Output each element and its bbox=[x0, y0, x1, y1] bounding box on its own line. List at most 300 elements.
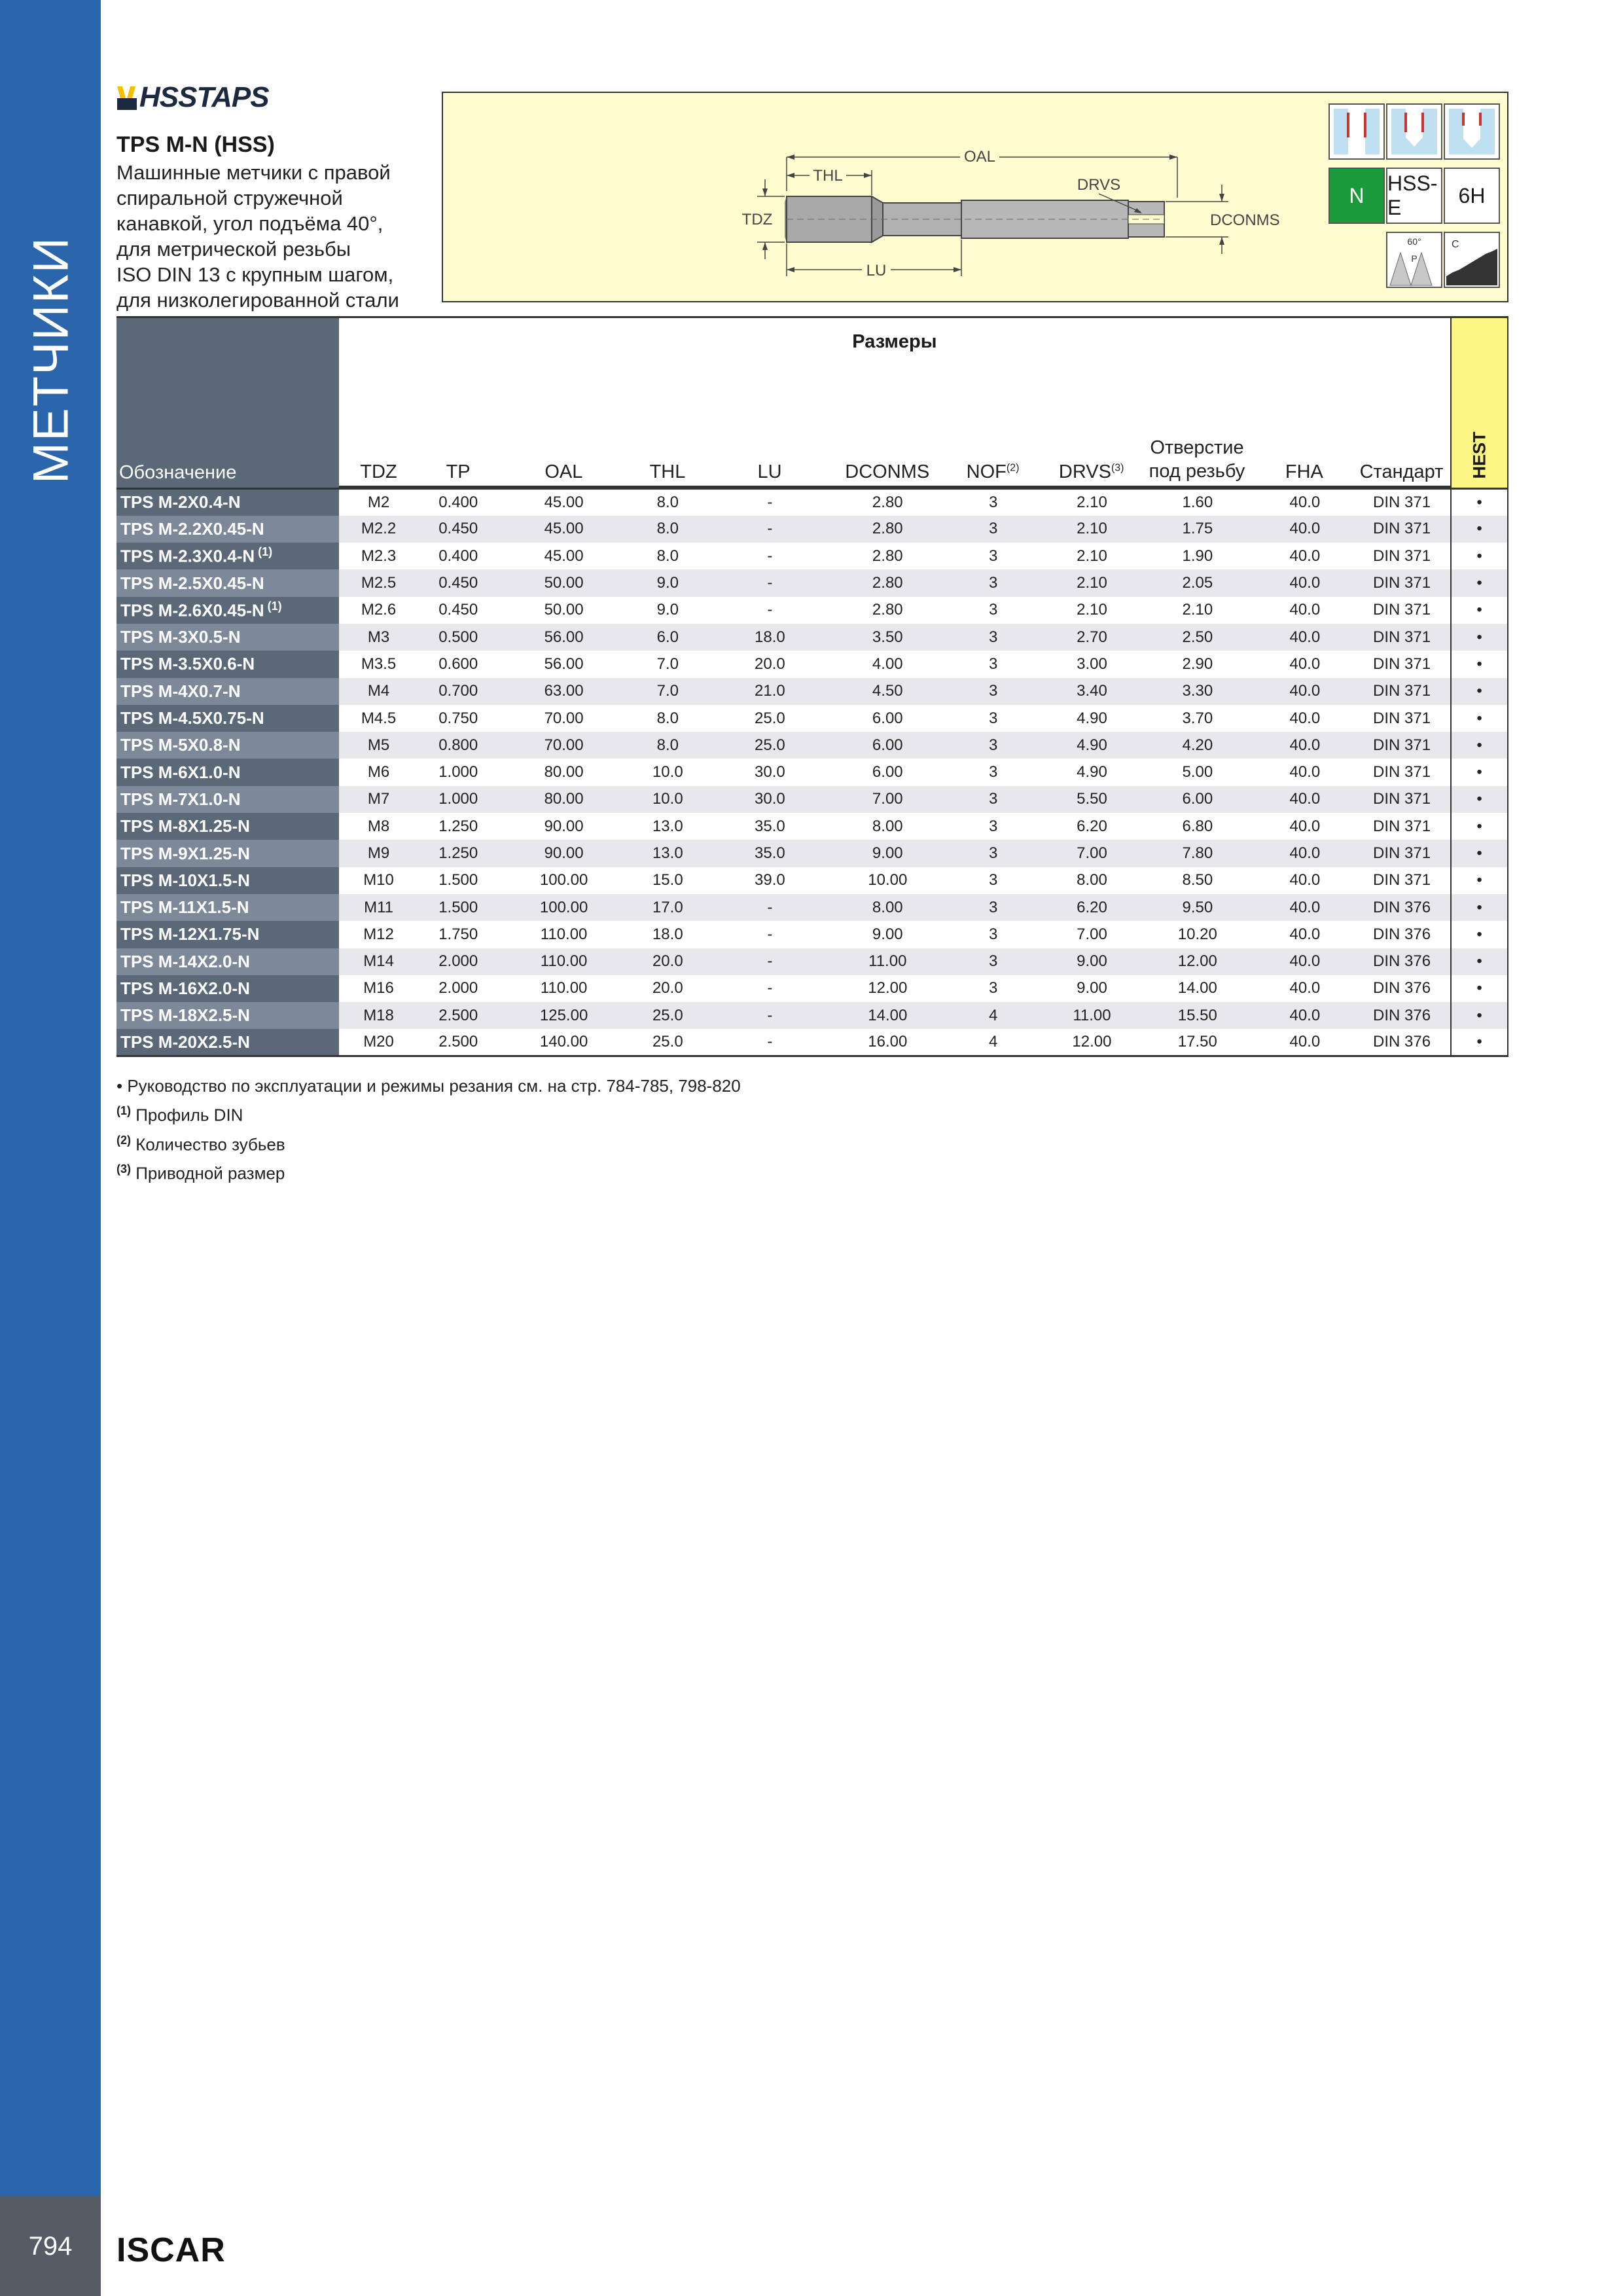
cell-thl: 13.0 bbox=[630, 840, 705, 867]
cell-dconms: 8.00 bbox=[834, 813, 941, 840]
cell-fha: 40.0 bbox=[1257, 732, 1353, 759]
cell-fha: 40.0 bbox=[1257, 651, 1353, 677]
cell-nof: 3 bbox=[941, 894, 1045, 921]
cell-fha: 40.0 bbox=[1257, 705, 1353, 732]
cell-drvs: 5.50 bbox=[1045, 786, 1139, 813]
row-designation: TPS M-3.5X0.6-N bbox=[116, 651, 339, 677]
cell-tdz: M10 bbox=[339, 867, 419, 894]
cell-drvs: 3.00 bbox=[1045, 651, 1139, 677]
col-hest: HEST bbox=[1451, 317, 1508, 489]
cell-nof: 3 bbox=[941, 786, 1045, 813]
cell-hest: • bbox=[1451, 732, 1508, 759]
cell-fha: 40.0 bbox=[1257, 489, 1353, 516]
col-tp: TP bbox=[418, 436, 498, 487]
cell-tdz: M2.2 bbox=[339, 516, 419, 543]
logo-text: HSSTAPS bbox=[139, 81, 269, 113]
cell-thl: 13.0 bbox=[630, 813, 705, 840]
cell-nof: 3 bbox=[941, 651, 1045, 677]
cell-nof: 3 bbox=[941, 678, 1045, 705]
cell-tp: 0.800 bbox=[418, 732, 498, 759]
cell-hole: 17.50 bbox=[1139, 1029, 1257, 1056]
cell-tp: 0.500 bbox=[418, 624, 498, 651]
cell-hest: • bbox=[1451, 948, 1508, 975]
cell-fha: 40.0 bbox=[1257, 759, 1353, 785]
col-oal: OAL bbox=[498, 436, 630, 487]
logo-mark-icon bbox=[116, 81, 142, 118]
cell-dconms: 14.00 bbox=[834, 1002, 941, 1029]
cell-thl: 7.0 bbox=[630, 678, 705, 705]
cell-nof: 3 bbox=[941, 732, 1045, 759]
cell-hest: • bbox=[1451, 1002, 1508, 1029]
cell-hole: 9.50 bbox=[1139, 894, 1257, 921]
cell-tdz: M2.5 bbox=[339, 569, 419, 596]
cell-lu: - bbox=[706, 921, 834, 948]
cell-tdz: M16 bbox=[339, 975, 419, 1002]
cell-hole: 7.80 bbox=[1139, 840, 1257, 867]
cell-drvs: 11.00 bbox=[1045, 1002, 1139, 1029]
cell-thl: 6.0 bbox=[630, 624, 705, 651]
cell-tp: 0.450 bbox=[418, 597, 498, 624]
cell-dconms: 2.80 bbox=[834, 543, 941, 569]
cell-std: DIN 376 bbox=[1353, 894, 1451, 921]
oal-label: OAL bbox=[963, 148, 996, 166]
col-drvs: DRVS$^{(3)}$ bbox=[1044, 436, 1138, 487]
table-row bbox=[116, 597, 1508, 624]
cell-tdz: M4.5 bbox=[339, 705, 419, 732]
cell-tdz: M5 bbox=[339, 732, 419, 759]
cell-fha: 40.0 bbox=[1257, 624, 1353, 651]
cell-thl: 15.0 bbox=[630, 867, 705, 894]
cell-nof: 3 bbox=[941, 975, 1045, 1002]
cell-dconms: 2.80 bbox=[834, 516, 941, 543]
cell-hole: 2.50 bbox=[1139, 624, 1257, 651]
cell-dconms: 6.00 bbox=[834, 732, 941, 759]
cell-dconms: 7.00 bbox=[834, 786, 941, 813]
col-thl: THL bbox=[630, 436, 705, 487]
dimensions-group-header bbox=[339, 317, 1451, 489]
cell-drvs: 2.10 bbox=[1045, 489, 1139, 516]
cell-hole: 2.10 bbox=[1139, 597, 1257, 624]
row-designation: TPS M-3X0.5-N bbox=[116, 624, 339, 651]
col-standard: Стандарт bbox=[1353, 436, 1450, 487]
cell-std: DIN 371 bbox=[1353, 597, 1451, 624]
cell-lu: 35.0 bbox=[706, 813, 834, 840]
cell-oal: 70.00 bbox=[498, 705, 630, 732]
cell-oal: 45.00 bbox=[498, 543, 630, 569]
table-row bbox=[116, 624, 1508, 651]
cell-hole: 1.90 bbox=[1139, 543, 1257, 569]
cell-std: DIN 376 bbox=[1353, 1002, 1451, 1029]
cell-drvs: 2.10 bbox=[1045, 569, 1139, 596]
cell-hole: 1.75 bbox=[1139, 516, 1257, 543]
cell-lu: 25.0 bbox=[706, 732, 834, 759]
cell-lu: - bbox=[706, 516, 834, 543]
cell-lu: - bbox=[706, 597, 834, 624]
cell-nof: 3 bbox=[941, 705, 1045, 732]
cell-tdz: M11 bbox=[339, 894, 419, 921]
cell-lu: 30.0 bbox=[706, 759, 834, 785]
table-row bbox=[116, 840, 1508, 867]
cell-tdz: M7 bbox=[339, 786, 419, 813]
cell-hest: • bbox=[1451, 597, 1508, 624]
cell-fha: 40.0 bbox=[1257, 948, 1353, 975]
row-designation: TPS M-14X2.0-N bbox=[116, 948, 339, 975]
cell-hest: • bbox=[1451, 516, 1508, 543]
cell-dconms: 6.00 bbox=[834, 759, 941, 785]
cell-tp: 1.500 bbox=[418, 894, 498, 921]
cell-std: DIN 371 bbox=[1353, 624, 1451, 651]
cell-drvs: 7.00 bbox=[1045, 840, 1139, 867]
cell-thl: 25.0 bbox=[630, 1029, 705, 1056]
cell-thl: 18.0 bbox=[630, 921, 705, 948]
cell-std: DIN 371 bbox=[1353, 813, 1451, 840]
cell-lu: 18.0 bbox=[706, 624, 834, 651]
footnote-1: $^{(1)}$ Профиль DIN bbox=[116, 1104, 243, 1125]
brand-footer: ISCAR bbox=[116, 2231, 226, 2269]
cell-nof: 3 bbox=[941, 921, 1045, 948]
cell-oal: 45.00 bbox=[498, 489, 630, 516]
cell-hest: • bbox=[1451, 489, 1508, 516]
cell-thl: 8.0 bbox=[630, 732, 705, 759]
col-hole-size: Отверстие под резьбу bbox=[1138, 436, 1256, 487]
material-group-badge: N bbox=[1329, 168, 1385, 224]
drvs-label: DRVS bbox=[1077, 176, 1121, 194]
cell-thl: 25.0 bbox=[630, 1002, 705, 1029]
cell-nof: 3 bbox=[941, 569, 1045, 596]
cell-drvs: 12.00 bbox=[1045, 1029, 1139, 1056]
cell-hole: 15.50 bbox=[1139, 1002, 1257, 1029]
section-sidebar bbox=[0, 0, 101, 2296]
cell-oal: 110.00 bbox=[498, 921, 630, 948]
table-row bbox=[116, 975, 1508, 1002]
cell-tdz: M20 bbox=[339, 1029, 419, 1056]
footnote-3: $^{(3)}$ Приводной размер bbox=[116, 1162, 285, 1183]
cell-drvs: 4.90 bbox=[1045, 732, 1139, 759]
cell-hole: 4.20 bbox=[1139, 732, 1257, 759]
cell-hole: 3.30 bbox=[1139, 678, 1257, 705]
cell-lu: - bbox=[706, 543, 834, 569]
cell-nof: 3 bbox=[941, 759, 1045, 785]
cell-std: DIN 371 bbox=[1353, 759, 1451, 785]
blind-hole-icon bbox=[1386, 103, 1442, 160]
table-row bbox=[116, 894, 1508, 921]
cell-dconms: 8.00 bbox=[834, 894, 941, 921]
cell-tdz: M3 bbox=[339, 624, 419, 651]
cell-fha: 40.0 bbox=[1257, 867, 1353, 894]
cell-std: DIN 371 bbox=[1353, 732, 1451, 759]
cell-fha: 40.0 bbox=[1257, 975, 1353, 1002]
cell-tp: 0.600 bbox=[418, 651, 498, 677]
cell-hest: • bbox=[1451, 813, 1508, 840]
col-designation: Обозначение bbox=[116, 317, 339, 489]
page-number: 794 bbox=[28, 2232, 73, 2261]
cell-std: DIN 371 bbox=[1353, 786, 1451, 813]
cell-tp: 0.400 bbox=[418, 489, 498, 516]
cell-oal: 100.00 bbox=[498, 867, 630, 894]
cell-hest: • bbox=[1451, 678, 1508, 705]
cell-dconms: 11.00 bbox=[834, 948, 941, 975]
table-row bbox=[116, 732, 1508, 759]
cell-tp: 0.750 bbox=[418, 705, 498, 732]
dimensions-title: Размеры bbox=[852, 331, 937, 352]
col-lu: LU bbox=[705, 436, 834, 487]
dconms-label: DCONMS bbox=[1210, 211, 1280, 229]
hss-taps-logo bbox=[116, 81, 299, 118]
cell-tdz: M6 bbox=[339, 759, 419, 785]
cell-hest: • bbox=[1451, 705, 1508, 732]
cell-thl: 20.0 bbox=[630, 975, 705, 1002]
col-dconms: DCONMS bbox=[834, 436, 941, 487]
cell-hest: • bbox=[1451, 894, 1508, 921]
cell-std: DIN 371 bbox=[1353, 516, 1451, 543]
cell-dconms: 9.00 bbox=[834, 921, 941, 948]
cell-hest: • bbox=[1451, 786, 1508, 813]
cell-hole: 2.05 bbox=[1139, 569, 1257, 596]
row-designation: TPS M-18X2.5-N bbox=[116, 1002, 339, 1029]
cell-hest: • bbox=[1451, 921, 1508, 948]
cell-nof: 3 bbox=[941, 516, 1045, 543]
cell-std: DIN 376 bbox=[1353, 1029, 1451, 1056]
cell-oal: 80.00 bbox=[498, 786, 630, 813]
product-description: Машинные метчики с правой спиральной стружечной канавкой, угол подъёма 40°, для метрической резьбы ISO DIN 13 с крупным шагом, для низколегированной стали bbox=[116, 161, 399, 312]
cell-oal: 50.00 bbox=[498, 597, 630, 624]
cell-nof: 3 bbox=[941, 840, 1045, 867]
cell-oal: 140.00 bbox=[498, 1029, 630, 1056]
cell-std: DIN 371 bbox=[1353, 543, 1451, 569]
chamfer-form-icon bbox=[1444, 232, 1500, 288]
cell-std: DIN 376 bbox=[1353, 948, 1451, 975]
cell-drvs: 2.10 bbox=[1045, 597, 1139, 624]
cell-dconms: 12.00 bbox=[834, 975, 941, 1002]
cell-tp: 0.450 bbox=[418, 516, 498, 543]
cell-std: DIN 371 bbox=[1353, 489, 1451, 516]
cell-oal: 90.00 bbox=[498, 813, 630, 840]
cell-tdz: M18 bbox=[339, 1002, 419, 1029]
cell-hole: 5.00 bbox=[1139, 759, 1257, 785]
cell-oal: 45.00 bbox=[498, 516, 630, 543]
table-row bbox=[116, 1029, 1508, 1056]
cell-oal: 50.00 bbox=[498, 569, 630, 596]
cell-oal: 56.00 bbox=[498, 651, 630, 677]
cell-tp: 1.500 bbox=[418, 867, 498, 894]
cell-thl: 10.0 bbox=[630, 786, 705, 813]
cell-drvs: 4.90 bbox=[1045, 759, 1139, 785]
product-table bbox=[116, 316, 1508, 1057]
table-row bbox=[116, 786, 1508, 813]
cell-fha: 40.0 bbox=[1257, 1029, 1353, 1056]
cell-std: DIN 371 bbox=[1353, 840, 1451, 867]
cell-hest: • bbox=[1451, 569, 1508, 596]
cell-thl: 7.0 bbox=[630, 651, 705, 677]
cell-lu: - bbox=[706, 894, 834, 921]
cell-oal: 80.00 bbox=[498, 759, 630, 785]
cell-lu: - bbox=[706, 1029, 834, 1056]
cell-tp: 0.400 bbox=[418, 543, 498, 569]
cell-lu: - bbox=[706, 975, 834, 1002]
through-hole-icon bbox=[1329, 103, 1385, 160]
cell-oal: 110.00 bbox=[498, 948, 630, 975]
cell-hole: 8.50 bbox=[1139, 867, 1257, 894]
cell-thl: 10.0 bbox=[630, 759, 705, 785]
cell-oal: 90.00 bbox=[498, 840, 630, 867]
table-row bbox=[116, 867, 1508, 894]
tool-material-badge: HSS-E bbox=[1386, 168, 1442, 224]
table-row bbox=[116, 651, 1508, 677]
cell-lu: - bbox=[706, 569, 834, 596]
cell-nof: 3 bbox=[941, 543, 1045, 569]
cell-oal: 70.00 bbox=[498, 732, 630, 759]
cell-tdz: M9 bbox=[339, 840, 419, 867]
row-designation: TPS M-2X0.4-N bbox=[116, 489, 339, 516]
table-row bbox=[116, 813, 1508, 840]
row-designation: TPS M-2.6X0.45-N $^{(1)}$ bbox=[116, 597, 339, 624]
footnote-guide: • Руководство по эксплуатации и режимы резания см. на стр. 784-785, 798-820 bbox=[116, 1076, 741, 1096]
cell-thl: 8.0 bbox=[630, 489, 705, 516]
cell-drvs: 9.00 bbox=[1045, 948, 1139, 975]
row-designation: TPS M-12X1.75-N bbox=[116, 921, 339, 948]
cell-hole: 2.90 bbox=[1139, 651, 1257, 677]
cell-drvs: 7.00 bbox=[1045, 921, 1139, 948]
cell-tp: 0.700 bbox=[418, 678, 498, 705]
cell-fha: 40.0 bbox=[1257, 813, 1353, 840]
cell-lu: 20.0 bbox=[706, 651, 834, 677]
tap-shape-icon bbox=[785, 196, 1164, 242]
table-body bbox=[116, 489, 1508, 1056]
cell-nof: 4 bbox=[941, 1002, 1045, 1029]
cell-dconms: 4.00 bbox=[834, 651, 941, 677]
cell-fha: 40.0 bbox=[1257, 597, 1353, 624]
table-row bbox=[116, 705, 1508, 732]
table-row bbox=[116, 948, 1508, 975]
section-title: МЕТЧИКИ bbox=[23, 236, 79, 484]
cell-fha: 40.0 bbox=[1257, 569, 1353, 596]
cell-hest: • bbox=[1451, 975, 1508, 1002]
cell-nof: 3 bbox=[941, 624, 1045, 651]
cell-drvs: 9.00 bbox=[1045, 975, 1139, 1002]
row-designation: TPS M-10X1.5-N bbox=[116, 867, 339, 894]
cell-fha: 40.0 bbox=[1257, 840, 1353, 867]
cell-lu: 39.0 bbox=[706, 867, 834, 894]
cell-dconms: 9.00 bbox=[834, 840, 941, 867]
cell-hest: • bbox=[1451, 651, 1508, 677]
table-row bbox=[116, 543, 1508, 569]
cell-std: DIN 376 bbox=[1353, 975, 1451, 1002]
thl-label: THL bbox=[813, 167, 843, 185]
cell-tp: 1.250 bbox=[418, 840, 498, 867]
table-row bbox=[116, 921, 1508, 948]
cell-tdz: M2 bbox=[339, 489, 419, 516]
cell-fha: 40.0 bbox=[1257, 921, 1353, 948]
row-designation: TPS M-2.2X0.45-N bbox=[116, 516, 339, 543]
cell-drvs: 4.90 bbox=[1045, 705, 1139, 732]
col-fha: FHA bbox=[1256, 436, 1353, 487]
cell-tdz: M2.6 bbox=[339, 597, 419, 624]
cell-fha: 40.0 bbox=[1257, 1002, 1353, 1029]
cell-tdz: M4 bbox=[339, 678, 419, 705]
cell-std: DIN 376 bbox=[1353, 921, 1451, 948]
cell-tp: 0.450 bbox=[418, 569, 498, 596]
cell-thl: 9.0 bbox=[630, 569, 705, 596]
cell-drvs: 6.20 bbox=[1045, 894, 1139, 921]
cell-dconms: 16.00 bbox=[834, 1029, 941, 1056]
tolerance-badge: 6H bbox=[1444, 168, 1500, 224]
cell-dconms: 10.00 bbox=[834, 867, 941, 894]
cell-drvs: 3.40 bbox=[1045, 678, 1139, 705]
cell-drvs: 2.10 bbox=[1045, 543, 1139, 569]
cell-thl: 20.0 bbox=[630, 948, 705, 975]
cell-hole: 12.00 bbox=[1139, 948, 1257, 975]
table-row bbox=[116, 569, 1508, 596]
cell-hole: 6.80 bbox=[1139, 813, 1257, 840]
row-designation: TPS M-11X1.5-N bbox=[116, 894, 339, 921]
table-row bbox=[116, 759, 1508, 785]
cell-thl: 8.0 bbox=[630, 543, 705, 569]
cell-nof: 4 bbox=[941, 1029, 1045, 1056]
cell-tp: 1.000 bbox=[418, 786, 498, 813]
footnote-2: $^{(2)}$ Количество зубьев bbox=[116, 1133, 285, 1155]
cell-dconms: 2.80 bbox=[834, 489, 941, 516]
cell-hole: 1.60 bbox=[1139, 489, 1257, 516]
cell-hest: • bbox=[1451, 1029, 1508, 1056]
cell-dconms: 4.50 bbox=[834, 678, 941, 705]
row-designation: TPS M-2.5X0.45-N bbox=[116, 569, 339, 596]
cell-tp: 2.000 bbox=[418, 948, 498, 975]
cell-dconms: 6.00 bbox=[834, 705, 941, 732]
cell-dconms: 3.50 bbox=[834, 624, 941, 651]
cell-oal: 63.00 bbox=[498, 678, 630, 705]
row-designation: TPS M-2.3X0.4-N $^{(1)}$ bbox=[116, 543, 339, 569]
cell-thl: 9.0 bbox=[630, 597, 705, 624]
cell-oal: 56.00 bbox=[498, 624, 630, 651]
cell-tp: 2.500 bbox=[418, 1002, 498, 1029]
row-designation: TPS M-9X1.25-N bbox=[116, 840, 339, 867]
table-row bbox=[116, 678, 1508, 705]
cell-lu: - bbox=[706, 1002, 834, 1029]
cell-dconms: 2.80 bbox=[834, 569, 941, 596]
cell-tdz: M12 bbox=[339, 921, 419, 948]
product-title: TPS M-N (HSS) bbox=[116, 132, 275, 157]
cell-oal: 100.00 bbox=[498, 894, 630, 921]
row-designation: TPS M-4X0.7-N bbox=[116, 678, 339, 705]
cell-hole: 3.70 bbox=[1139, 705, 1257, 732]
cell-hest: • bbox=[1451, 543, 1508, 569]
cell-hest: • bbox=[1451, 759, 1508, 785]
chamfer-label: C bbox=[1452, 239, 1459, 250]
footnotes bbox=[116, 1073, 741, 1186]
cell-tp: 1.750 bbox=[418, 921, 498, 948]
cell-oal: 125.00 bbox=[498, 1002, 630, 1029]
cell-tp: 1.000 bbox=[418, 759, 498, 785]
cell-nof: 3 bbox=[941, 489, 1045, 516]
cell-fha: 40.0 bbox=[1257, 786, 1353, 813]
cell-hole: 10.20 bbox=[1139, 921, 1257, 948]
cell-std: DIN 371 bbox=[1353, 867, 1451, 894]
cell-hest: • bbox=[1451, 867, 1508, 894]
thread-angle-label: 60° bbox=[1407, 236, 1421, 247]
row-designation: TPS M-20X2.5-N bbox=[116, 1029, 339, 1056]
cell-tdz: M14 bbox=[339, 948, 419, 975]
thread-pitch-label: P bbox=[1411, 253, 1418, 264]
table-row bbox=[116, 1002, 1508, 1029]
cell-hest: • bbox=[1451, 624, 1508, 651]
cell-lu: 25.0 bbox=[706, 705, 834, 732]
cell-fha: 40.0 bbox=[1257, 543, 1353, 569]
cell-tdz: M3.5 bbox=[339, 651, 419, 677]
cell-drvs: 2.10 bbox=[1045, 516, 1139, 543]
cell-hole: 14.00 bbox=[1139, 975, 1257, 1002]
deep-hole-icon bbox=[1444, 103, 1500, 160]
row-designation: TPS M-6X1.0-N bbox=[116, 759, 339, 785]
